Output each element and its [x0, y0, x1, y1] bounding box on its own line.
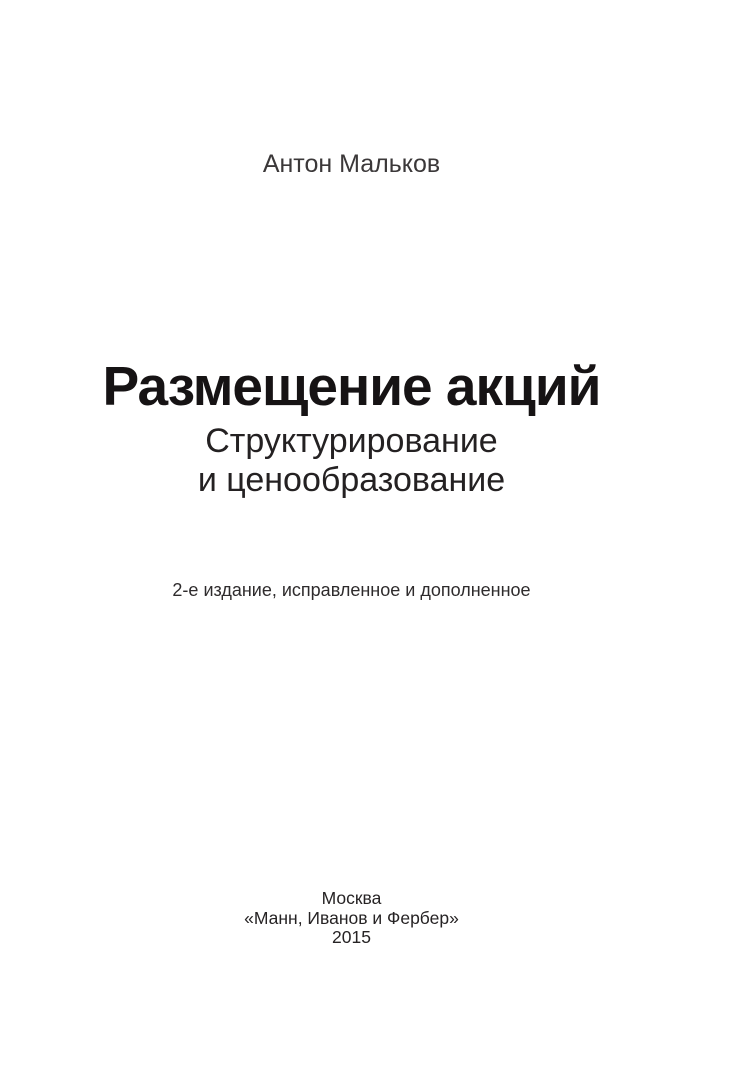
subtitle-line-1: Структурирование: [205, 422, 498, 460]
imprint-year: 2015: [332, 927, 371, 948]
author-name: Антон Мальков: [262, 150, 441, 178]
subtitle-line-2: и ценообразование: [197, 461, 506, 499]
book-title: Размещение акций: [102, 355, 601, 417]
edition-note: 2-е издание, исправленное и дополненное: [172, 580, 531, 600]
imprint-publisher: «Манн, Иванов и Фербер»: [244, 907, 459, 928]
imprint-city: Москва: [321, 888, 382, 908]
book-subtitle: [0, 422, 703, 500]
imprint-block: [0, 889, 703, 948]
